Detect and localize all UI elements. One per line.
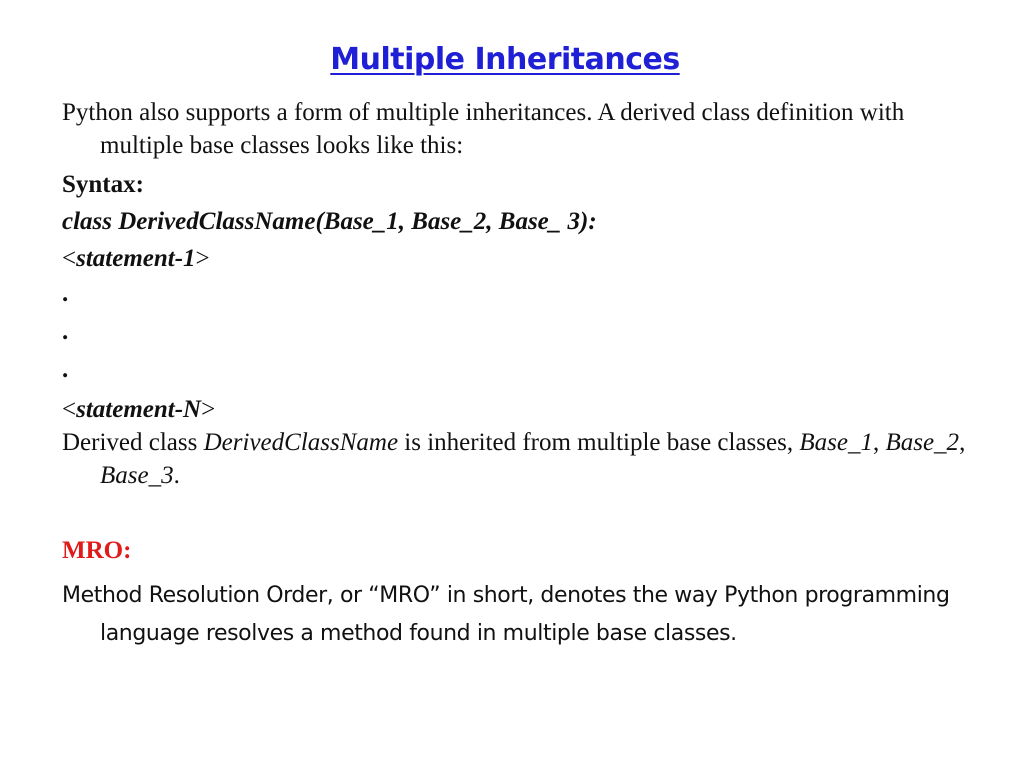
statement-last: <statement-N> <box>62 396 216 423</box>
statement-first: <statement-1> <box>62 245 210 272</box>
slide-title: Multiple Inheritances <box>330 42 680 77</box>
ellipsis-dot-2: . <box>62 318 69 345</box>
statement-last-text: statement-N <box>76 396 202 423</box>
separator-1: , <box>872 429 886 456</box>
syntax-label: Syntax: <box>62 171 144 198</box>
separator-2: , <box>959 429 966 456</box>
mro-label: MRO: <box>62 537 132 564</box>
derived-paragraph <box>62 426 982 492</box>
class-definition-line: class DerivedClassName(Base_1, Base_2, Base_ 3): <box>62 208 597 235</box>
derived-middle: is inherited from multiple base classes, <box>398 429 800 456</box>
base-3: Base_3 <box>100 462 174 489</box>
ellipsis-dot-3: . <box>62 356 69 383</box>
base-1: Base_1 <box>799 429 873 456</box>
base-2: Base_2 <box>885 429 960 456</box>
ellipsis-dot-1: . <box>62 280 69 307</box>
slide-body <box>62 96 982 653</box>
derived-end: . <box>173 462 180 489</box>
mro-paragraph: Method Resolution Order, or “MRO” in short, denotes the way Python programming language resolves a method found in multiple base classes. <box>62 583 950 646</box>
derived-class-name: DerivedClassName <box>203 429 399 456</box>
intro-paragraph: Python also supports a form of multiple inheritances. A derived class definition with multiple base classes looks like this: <box>62 99 905 159</box>
statement-first-text: statement-1 <box>76 245 196 272</box>
derived-prefix: Derived class <box>62 429 204 456</box>
